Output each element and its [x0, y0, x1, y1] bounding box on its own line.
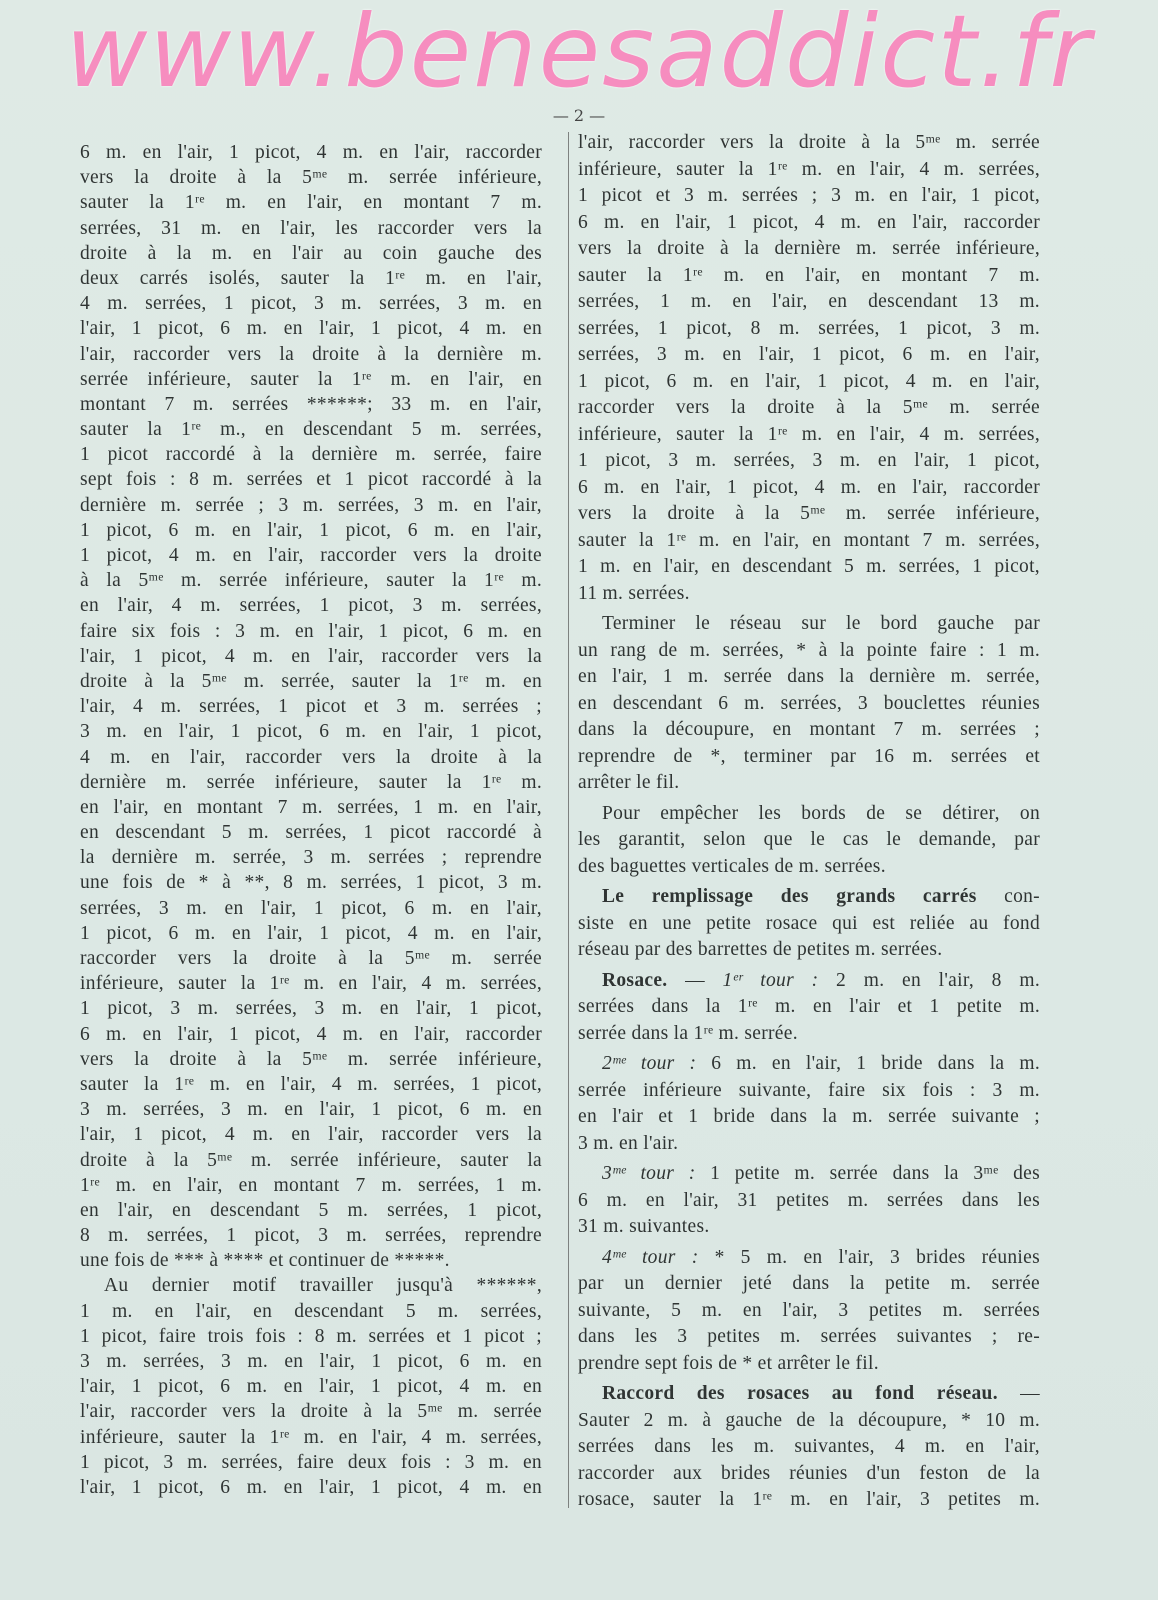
- text-line: vers la droite à la 5ᵐᵉ m. serrée inférieure,: [80, 1048, 542, 1070]
- text-line: deux carrés isolés, sauter la 1ʳᵉ m. en l'air,: [80, 267, 542, 289]
- text-line: l'air, 1 picot, 6 m. en l'air, 1 picot, 4 m. en: [80, 318, 542, 340]
- text-line: sauter la 1ʳᵉ m. en l'air, 4 m. serrées, 1 picot,: [80, 1073, 542, 1095]
- text-line: droite à la m. en l'air au coin gauche des: [80, 242, 542, 264]
- italic-label: 4ᵐᵉ tour :: [602, 1246, 699, 1268]
- text-line: les garantit, selon que le cas le demande, par: [578, 829, 1040, 850]
- text-line: montant 7 m. serrées ******; 33 m. en l'air,: [80, 393, 542, 415]
- text-line: 1 picot, 3 m. serrées, 3 m. en l'air, 1 picot,: [578, 450, 1040, 471]
- text-line: serrées, 31 m. en l'air, les raccorder vers la: [80, 217, 542, 239]
- text-line: 1 picot, 6 m. en l'air, 1 picot, 4 m. en l'air,: [80, 922, 542, 944]
- text-line: dans la découpure, en montant 7 m. serrées ;: [578, 719, 1040, 740]
- italic-label: 2ᵐᵉ tour :: [602, 1053, 697, 1074]
- bold-heading: Raccord des rosaces au fond réseau.: [602, 1383, 998, 1404]
- text-line: 1 picot raccordé à la dernière m. serrée, faire: [80, 444, 542, 466]
- text-segment: —: [997, 1383, 1040, 1404]
- text-line: 1ʳᵉ m. en l'air, en montant 7 m. serrées, 1 m.: [80, 1174, 542, 1196]
- text-line: inférieure, sauter la 1ʳᵉ m. en l'air, 4 m. serrées,: [80, 973, 542, 995]
- text-line: droite à la 5ᵐᵉ m. serrée, sauter la 1ʳᵉ m. en: [80, 670, 542, 692]
- text-line: sauter la 1ʳᵉ m., en descendant 5 m. serrées,: [80, 419, 542, 441]
- text-line: 1 picot, 6 m. en l'air, 1 picot, 6 m. en l'air,: [80, 519, 542, 541]
- text-line: suivante, 5 m. en l'air, 3 petites m. serrées: [578, 1299, 1040, 1321]
- text-line: en l'air, en montant 7 m. serrées, 1 m. en l'air,: [80, 796, 542, 818]
- text-line: 6 m. en l'air, 31 petites m. serrées dans les: [578, 1189, 1040, 1211]
- text-line: en l'air, en descendant 5 m. serrées, 1 picot,: [80, 1199, 542, 1221]
- text-line: par un dernier jeté dans la petite m. serrée: [578, 1273, 1040, 1294]
- text-line: [578, 611, 1040, 638]
- text-line: serrées, 1 m. en l'air, en descendant 13 m.: [578, 291, 1040, 312]
- text-line: sauter la 1ʳᵉ m. en l'air, en montant 7 m.: [80, 192, 542, 214]
- text-line: à la 5ᵐᵉ m. serrée inférieure, sauter la 1ʳᵉ m.: [80, 570, 542, 592]
- text-line: sauter la 1ʳᵉ m. en l'air, en montant 7 m. serrées,: [578, 529, 1040, 551]
- text-line: 1 picot, 3 m. serrées, 3 m. en l'air, 1 picot,: [80, 998, 542, 1020]
- text-line: sauter la 1ʳᵉ m. en l'air, en montant 7 m.: [578, 264, 1040, 286]
- left-column: [80, 140, 542, 1500]
- text-line: en l'air et 1 bride dans la m. serrée suivante ;: [578, 1106, 1040, 1127]
- text-line: Sauter 2 m. à gauche de la découpure, * 10 m.: [578, 1409, 1040, 1431]
- text-segment: —: [667, 969, 723, 991]
- italic-label: 3ᵐᵉ tour :: [602, 1163, 696, 1184]
- text-line: l'air, raccorder vers la droite à la dernière m.: [80, 343, 542, 365]
- text-line: raccorder vers la droite à la 5ᵐᵉ m. serrée: [578, 397, 1040, 418]
- text-line: inférieure, sauter la 1ʳᵉ m. en l'air, 4 m. serrées,: [80, 1426, 542, 1448]
- bold-heading: Le remplissage des grands carrés: [602, 886, 977, 907]
- text-line: l'air, 1 picot, 4 m. en l'air, raccorder vers la: [80, 1124, 542, 1146]
- text-line: [578, 1051, 1040, 1078]
- text-line: en l'air, 1 m. serrée dans la dernière m. serrée,: [578, 666, 1040, 687]
- text-line: 6 m. en l'air, 1 picot, 4 m. en l'air, raccorder: [80, 142, 542, 163]
- text-line: 1 m. en l'air, en descendant 5 m. serrées,: [80, 1300, 542, 1322]
- text-line: des baguettes verticales de m. serrées.: [578, 855, 886, 877]
- text-line: la dernière m. serrée, 3 m. serrées ; reprendre: [80, 847, 542, 869]
- text-line: serrées, 3 m. en l'air, 1 picot, 6 m. en l'air,: [578, 344, 1040, 365]
- text-line: 1 picot, 3 m. serrées, faire deux fois : 3 m. en: [80, 1451, 542, 1473]
- text-line: 8 m. serrées, 1 picot, 3 m. serrées, reprendre: [80, 1225, 542, 1247]
- text-line: 6 m. en l'air, 1 picot, 4 m. en l'air, raccorder: [578, 211, 1040, 233]
- text-line: [578, 1161, 1040, 1188]
- text-line: 1 picot et 3 m. serrées ; 3 m. en l'air, 1 picot,: [578, 185, 1040, 206]
- column-divider: [568, 132, 569, 1508]
- text-line: dernière m. serrée ; 3 m. serrées, 3 m. en l'air,: [80, 494, 542, 516]
- text-line: serrées, 1 picot, 8 m. serrées, 1 picot, 3 m.: [578, 317, 1040, 339]
- text-line: inférieure, sauter la 1ʳᵉ m. en l'air, 4 m. serrées,: [578, 158, 1040, 180]
- text-line: arrêter le fil.: [578, 772, 680, 793]
- text-line: une fois de * à **, 8 m. serrées, 1 picot, 3 m.: [80, 872, 542, 894]
- text-line: 3 m. en l'air.: [578, 1132, 679, 1154]
- text-line: en descendant 6 m. serrées, 3 bouclettes réunies: [578, 692, 1040, 714]
- text-line: [578, 801, 1040, 828]
- text-line: en descendant 5 m. serrées, 1 picot raccordé à: [80, 822, 542, 844]
- text-line: 1 picot, 4 m. en l'air, raccorder vers la droite: [80, 545, 542, 566]
- text-line: l'air, 1 picot, 6 m. en l'air, 1 picot, 4 m. en: [80, 1476, 542, 1498]
- text-line: l'air, 1 picot, 6 m. en l'air, 1 picot, 4 m. en: [80, 1376, 542, 1398]
- page-number: — 2 —: [552, 106, 606, 125]
- text-segment: * 5 m. en l'air, 3 brides réunies: [698, 1246, 1040, 1268]
- text-line: 31 m. suivantes.: [578, 1216, 710, 1237]
- text-line: siste en une petite rosace qui est reliée au fond: [578, 912, 1040, 934]
- italic-label: 1ᵉʳ tour :: [722, 969, 819, 991]
- text-line: 1 picot, 6 m. en l'air, 1 picot, 4 m. en l'air,: [578, 370, 1040, 392]
- text-segment: 1 petite m. serrée dans la 3ᵐᵉ des: [695, 1163, 1040, 1184]
- text-line: serrée inférieure suivante, faire six fois : 3 m.: [578, 1079, 1040, 1101]
- text-line: serrée dans la 1ʳᵉ m. serrée.: [578, 1022, 798, 1044]
- text-line: [578, 884, 1040, 911]
- text-line: 6 m. en l'air, 1 picot, 4 m. en l'air, raccorder: [578, 476, 1040, 498]
- text-line: serrées dans les m. suivantes, 4 m. en l'air,: [578, 1436, 1040, 1457]
- text-line: l'air, raccorder vers la droite à la 5ᵐᵉ m. serrée: [578, 132, 1040, 153]
- text-line: en l'air, 4 m. serrées, 1 picot, 3 m. serrées,: [80, 595, 542, 617]
- text-segment: Pour empêcher les bords de se détirer, on: [602, 802, 1040, 824]
- text-line: réseau par des barrettes de petites m. serrées.: [578, 939, 943, 960]
- watermark: www.benesaddict.fr: [65, 0, 1093, 110]
- text-line: reprendre de *, terminer par 16 m. serrées et: [578, 745, 1040, 767]
- text-segment: con-: [976, 886, 1040, 907]
- text-line: 4 m. serrées, 1 picot, 3 m. serrées, 3 m. en: [80, 293, 542, 315]
- text-line: l'air, 4 m. serrées, 1 picot et 3 m. serrées ;: [80, 696, 542, 718]
- text-line: 1 picot, faire trois fois : 8 m. serrées et 1 picot ;: [80, 1325, 542, 1347]
- text-line: 11 m. serrées.: [578, 582, 690, 604]
- text-line: une fois de *** à **** et continuer de *****.: [80, 1250, 450, 1272]
- text-line: 3 m. en l'air, 1 picot, 6 m. en l'air, 1 picot,: [80, 721, 542, 743]
- text-line: sept fois : 8 m. serrées et 1 picot raccordé à la: [80, 469, 542, 491]
- text-line: [80, 1273, 542, 1298]
- text-line: [578, 1381, 1040, 1408]
- text-line: 4 m. en l'air, raccorder vers la droite à la: [80, 746, 542, 768]
- text-segment: 2 m. en l'air, 8 m.: [818, 969, 1041, 991]
- text-line: droite à la 5ᵐᵉ m. serrée inférieure, sauter la: [80, 1149, 542, 1171]
- text-line: raccorder vers la droite à la 5ᵐᵉ m. serrée: [80, 948, 542, 969]
- text-segment: Au dernier motif travailler jusqu'à ******,: [104, 1275, 542, 1297]
- text-line: serrées dans la 1ʳᵉ m. en l'air et 1 petite m.: [578, 996, 1040, 1017]
- text-line: vers la droite à la 5ᵐᵉ m. serrée inférieure,: [578, 503, 1040, 524]
- text-line: inférieure, sauter la 1ʳᵉ m. en l'air, 4 m. serrées,: [578, 423, 1040, 445]
- text-line: vers la droite à la 5ᵐᵉ m. serrée inférieure,: [80, 167, 542, 189]
- text-segment: 6 m. en l'air, 1 bride dans la m.: [696, 1053, 1040, 1074]
- text-line: serrée inférieure, sauter la 1ʳᵉ m. en l'air, en: [80, 368, 542, 390]
- text-line: raccorder aux brides réunies d'un feston de la: [578, 1462, 1040, 1484]
- text-line: serrées, 3 m. en l'air, 1 picot, 6 m. en l'air,: [80, 897, 542, 919]
- text-line: faire six fois : 3 m. en l'air, 1 picot, 6 m. en: [80, 620, 542, 642]
- bold-heading: Rosace.: [602, 969, 668, 991]
- text-line: l'air, raccorder vers la droite à la 5ᵐᵉ m. serrée: [80, 1401, 542, 1423]
- text-line: prendre sept fois de * et arrêter le fil.: [578, 1352, 879, 1374]
- text-line: dernière m. serrée inférieure, sauter la 1ʳᵉ m.: [80, 771, 542, 793]
- text-line: [578, 968, 1040, 995]
- text-line: 6 m. en l'air, 1 picot, 4 m. en l'air, raccorder: [80, 1023, 542, 1045]
- text-line: 3 m. serrées, 3 m. en l'air, 1 picot, 6 m. en: [80, 1351, 542, 1372]
- text-line: l'air, 1 picot, 4 m. en l'air, raccorder vers la: [80, 645, 542, 667]
- right-column: [578, 130, 1040, 1514]
- text-line: [578, 1245, 1040, 1272]
- text-segment: Terminer le réseau sur le bord gauche par: [602, 613, 1040, 634]
- text-line: 1 m. en l'air, en descendant 5 m. serrées, 1 picot,: [578, 556, 1040, 577]
- text-line: un rang de m. serrées, * à la pointe faire : 1 m.: [578, 639, 1040, 661]
- text-line: 3 m. serrées, 3 m. en l'air, 1 picot, 6 m. en: [80, 1099, 542, 1121]
- text-line: dans les 3 petites m. serrées suivantes ; re-: [578, 1326, 1040, 1347]
- text-line: vers la droite à la dernière m. serrée inférieure,: [578, 238, 1040, 259]
- text-line: rosace, sauter la 1ʳᵉ m. en l'air, 3 petites m.: [578, 1489, 1040, 1510]
